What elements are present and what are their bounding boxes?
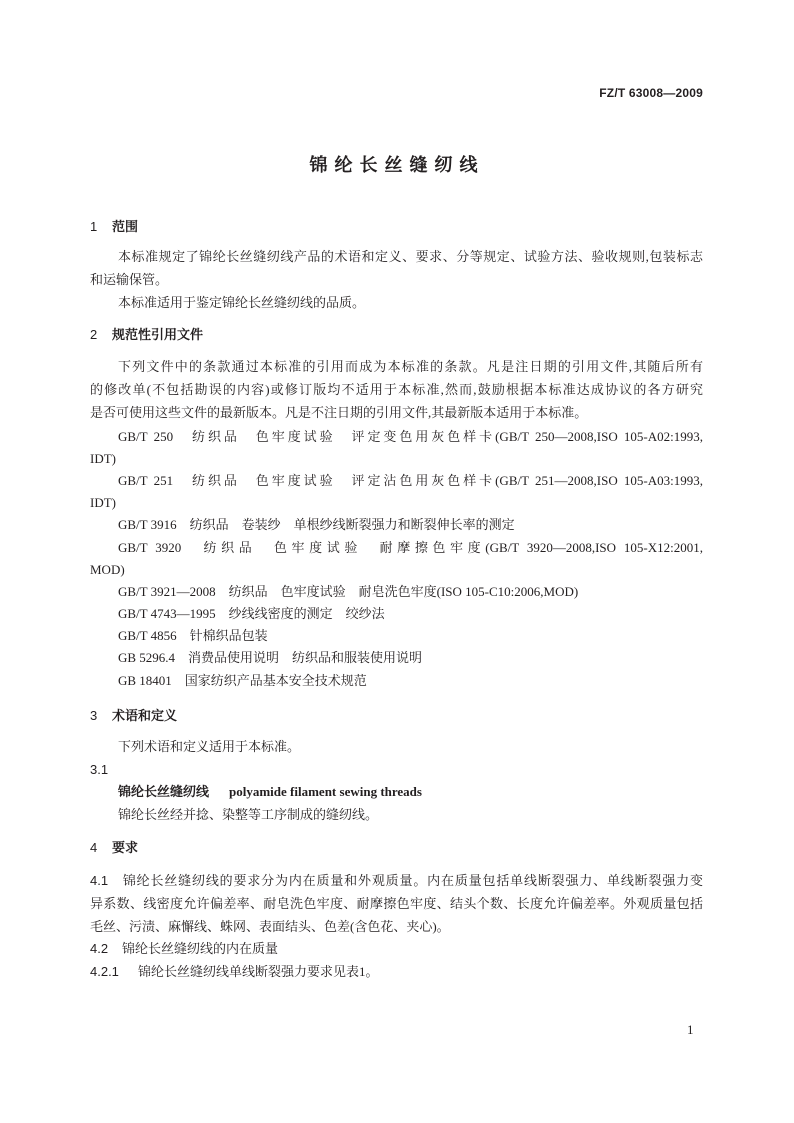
paragraph-line: 毛丝、污渍、麻懈线、蛛网、表面结头、色差(含色花、夹心)。 bbox=[90, 919, 450, 934]
paragraph-line: 本标准规定了锦纶长丝缝纫线产品的术语和定义、要求、分等规定、试验方法、验收规则,包装标志 bbox=[118, 249, 703, 264]
clause-4-2-1-line bbox=[90, 964, 703, 980]
section-title: 术语和定义 bbox=[112, 708, 178, 723]
page-number: 1 bbox=[687, 1022, 694, 1037]
section-number: 3 bbox=[90, 708, 98, 723]
reference-item: GB/T 3921—2008 纺织品 色牢度试验 耐皂洗色牢度(ISO 105-C10:2006,MOD) bbox=[118, 584, 579, 599]
reference-item: GB/T 3920 纺织品 色牢度试验 耐摩擦色牢度(GB/T 3920—2008,ISO 105-X12:2001, bbox=[118, 540, 703, 555]
clause-text: 锦纶长丝缝纫线的内在质量 bbox=[122, 941, 279, 956]
section-title: 要求 bbox=[112, 840, 139, 855]
clause-text: 锦纶长丝缝纫线单线断裂强力要求见表1。 bbox=[138, 964, 379, 979]
clause-text: 锦纶长丝缝纫线的要求分为内在质量和外观质量。内在质量包括单线断裂强力、单线断裂强力变 bbox=[122, 873, 703, 888]
reference-item: GB 18401 国家纺织产品基本安全技术规范 bbox=[118, 673, 367, 688]
section-3-heading bbox=[90, 708, 177, 724]
section-title: 规范性引用文件 bbox=[112, 327, 204, 342]
section-number: 4 bbox=[90, 840, 98, 855]
section-number: 2 bbox=[90, 327, 98, 342]
section-1-heading bbox=[90, 219, 138, 235]
reference-item: GB/T 4856 针棉织品包装 bbox=[118, 628, 268, 643]
paragraph-line: 和运输保管。 bbox=[90, 272, 169, 287]
clause-number: 4.1 bbox=[90, 873, 109, 888]
section-4-heading bbox=[90, 840, 138, 856]
clause-4-2-line bbox=[90, 941, 703, 957]
paragraph-line: 本标准适用于鉴定锦纶长丝缝纫线的品质。 bbox=[118, 295, 366, 310]
reference-item-continuation: MOD) bbox=[90, 562, 125, 577]
standard-code: FZ/T 63008—2009 bbox=[599, 86, 703, 100]
term-english: polyamide filament sewing threads bbox=[229, 784, 422, 799]
document-title: 锦纶长丝缝纫线 bbox=[309, 155, 485, 175]
paragraph-line: 是否可使用这些文件的最新版本。凡是不注日期的引用文件,其最新版本适用于本标准。 bbox=[90, 405, 588, 420]
section-title: 范围 bbox=[112, 219, 139, 234]
term-number: 3.1 bbox=[90, 762, 109, 777]
reference-item: GB/T 4743—1995 纱线线密度的测定 绞纱法 bbox=[118, 606, 385, 621]
clause-number: 4.2.1 bbox=[90, 964, 119, 979]
section-number: 1 bbox=[90, 219, 98, 234]
term-entry bbox=[118, 784, 703, 800]
reference-item-continuation: IDT) bbox=[90, 495, 116, 510]
clause-number: 4.2 bbox=[90, 941, 109, 956]
paragraph-line: 下列文件中的条款通过本标准的引用而成为本标准的条款。凡是注日期的引用文件,其随后所有 bbox=[118, 359, 703, 374]
paragraph-line: 的修改单(不包括勘误的内容)或修订版均不适用于本标准,然而,鼓励根据本标准达成协议的各方研究 bbox=[90, 382, 703, 397]
section-2-heading bbox=[90, 327, 203, 343]
term-definition: 锦纶长丝经并捻、染整等工序制成的缝纫线。 bbox=[118, 807, 379, 822]
reference-item-continuation: IDT) bbox=[90, 451, 116, 466]
paragraph-line: 异系数、线密度允许偏差率、耐皂洗色牢度、耐摩擦色牢度、结头个数、长度允许偏差率。外观质量包括 bbox=[90, 896, 703, 911]
reference-item: GB/T 3916 纺织品 卷装纱 单根纱线断裂强力和断裂伸长率的测定 bbox=[118, 517, 515, 532]
clause-4-1-line bbox=[90, 873, 703, 889]
reference-item: GB 5296.4 消费品使用说明 纺织品和服装使用说明 bbox=[118, 650, 423, 665]
reference-item: GB/T 250 纺织品 色牢度试验 评定变色用灰色样卡(GB/T 250—2008,ISO 105-A02:1993, bbox=[118, 429, 703, 444]
reference-item: GB/T 251 纺织品 色牢度试验 评定沾色用灰色样卡(GB/T 251—2008,ISO 105-A03:1993, bbox=[118, 473, 703, 488]
term-chinese: 锦纶长丝缝纫线 bbox=[118, 784, 210, 799]
paragraph-line: 下列术语和定义适用于本标准。 bbox=[118, 739, 301, 754]
